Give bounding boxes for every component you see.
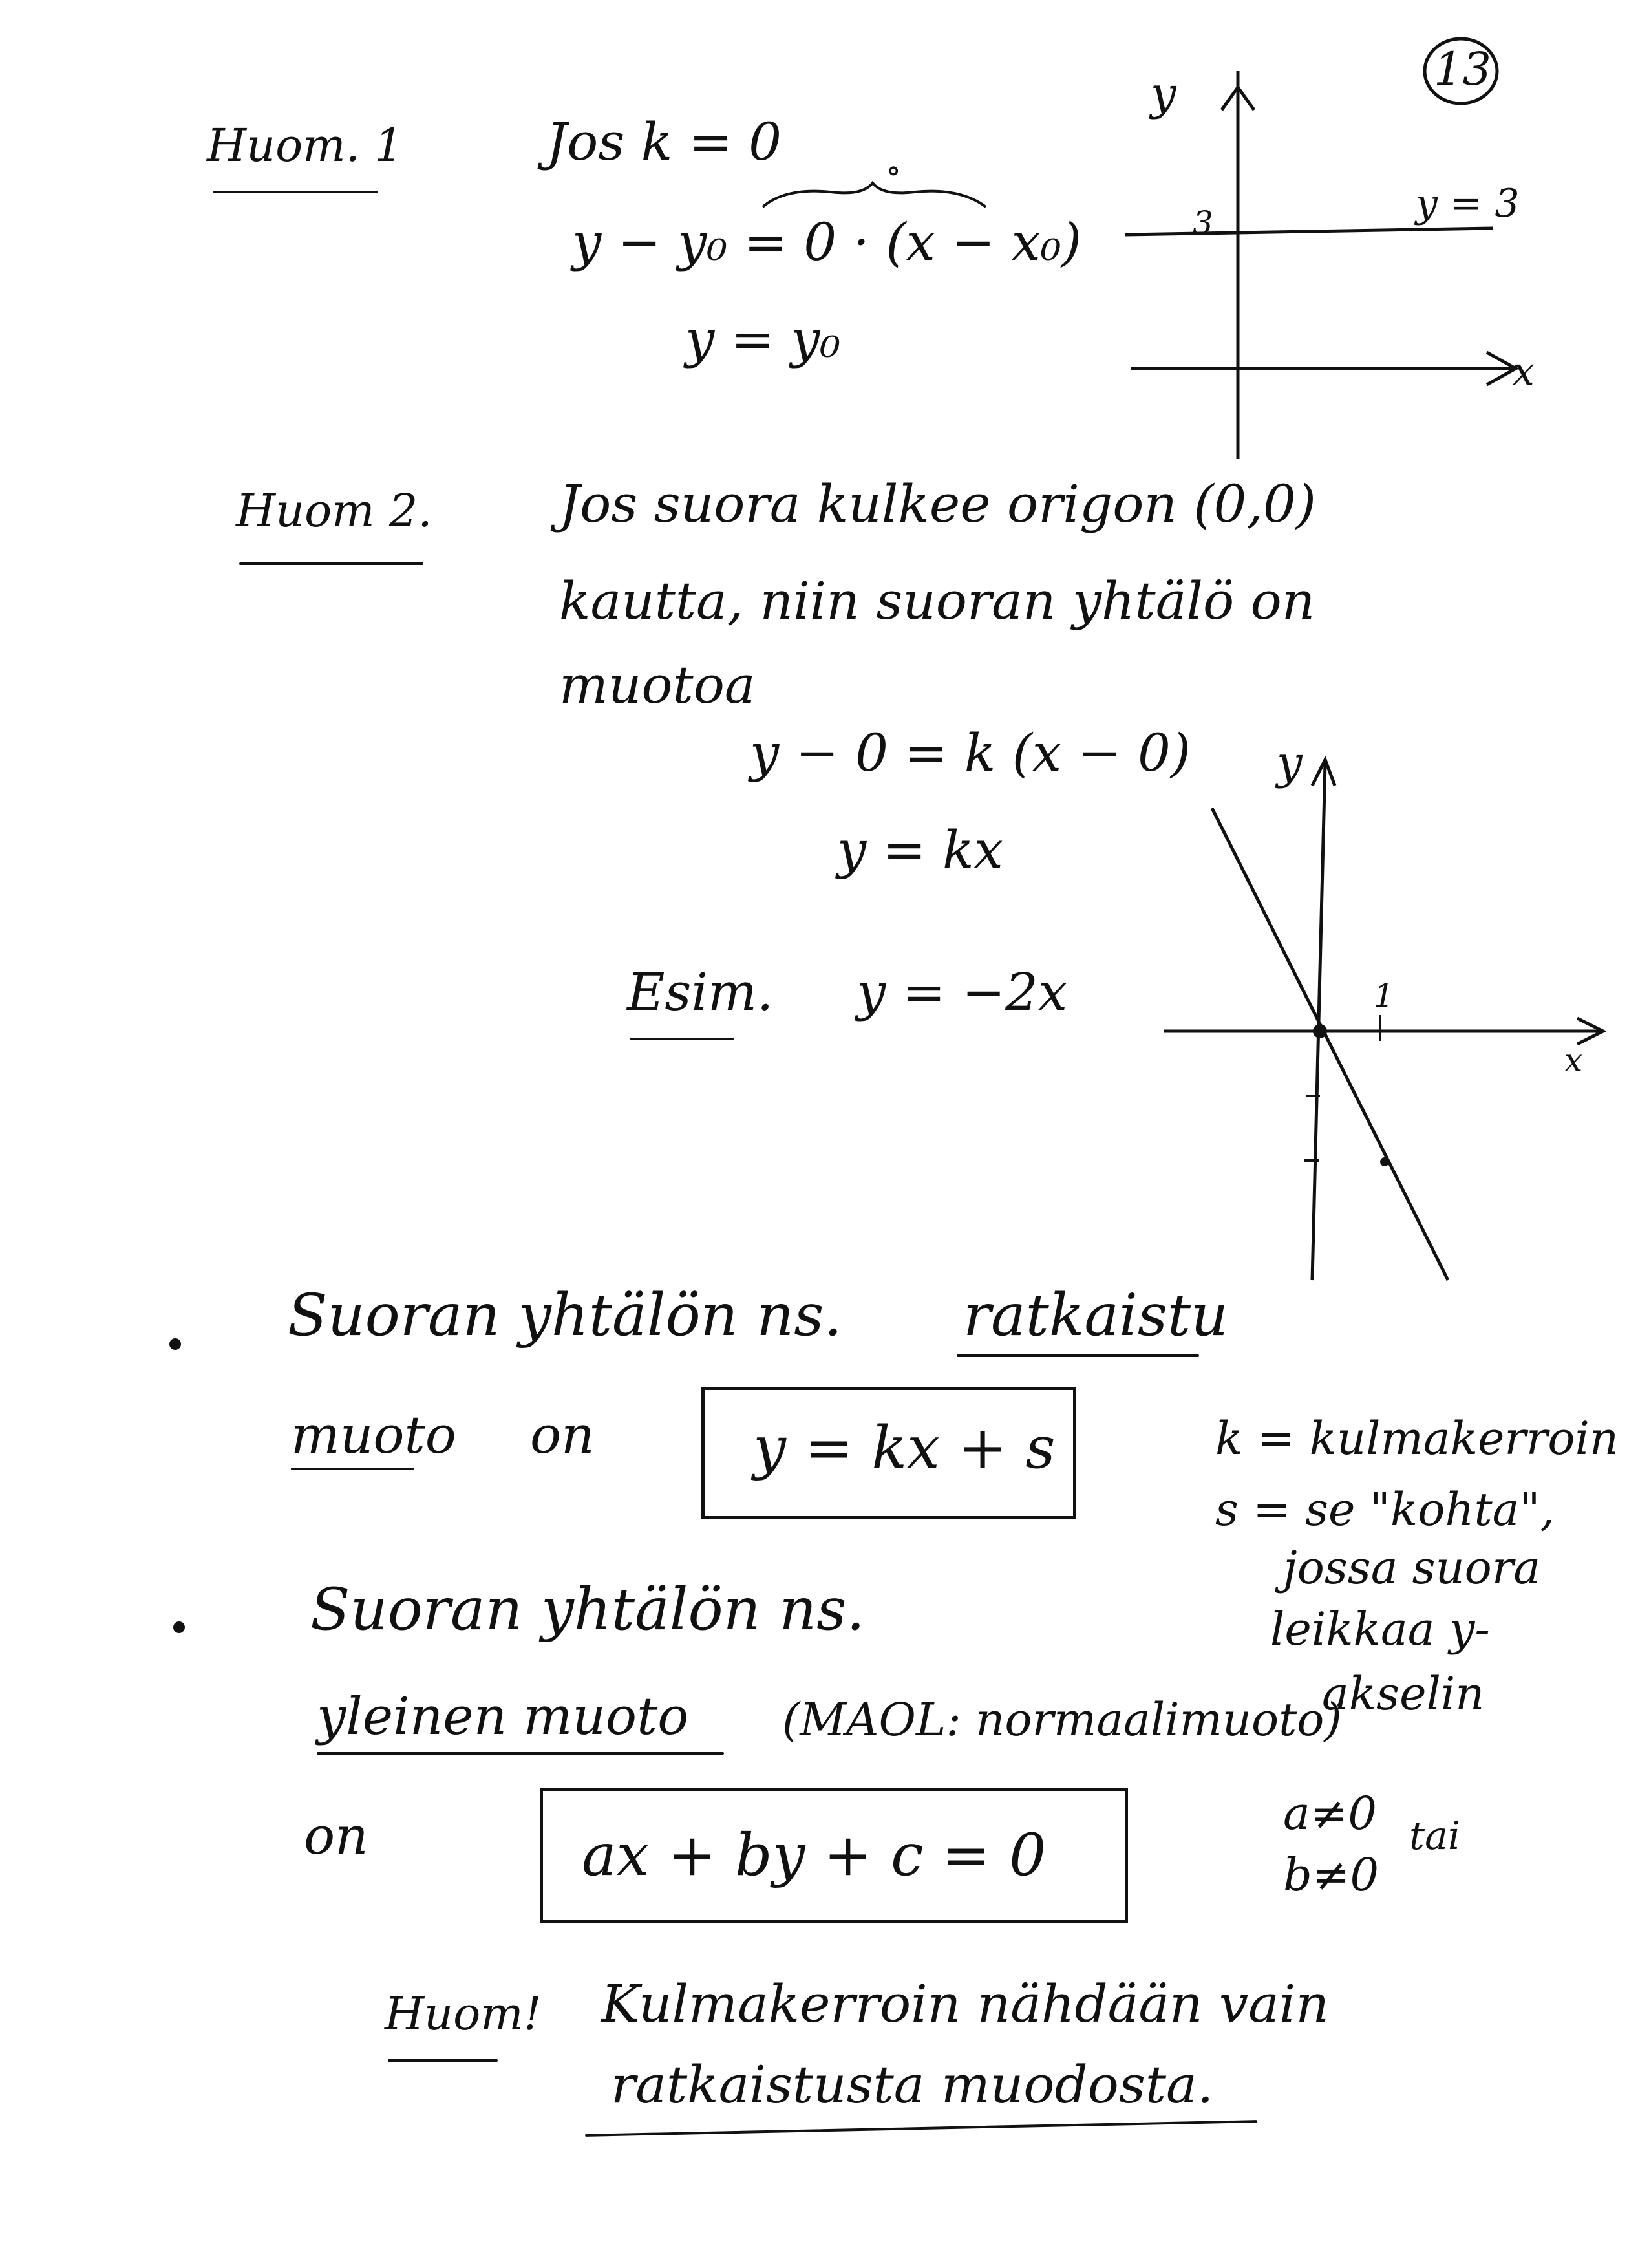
yleinen-muoto-underline <box>317 1752 724 1755</box>
bullet1-on: on <box>530 1405 595 1465</box>
huom2-line2: kautta, niin suoran yhtälö on <box>559 571 1315 631</box>
side-note-s2: jossa suora <box>1283 1541 1541 1594</box>
huom1-eq2: y = y₀ <box>685 309 841 369</box>
bullet1-ratkaistu: ratkaistu <box>963 1281 1229 1349</box>
graph2-point <box>1380 1157 1389 1166</box>
huom2-underline <box>239 562 423 565</box>
example-equation: y = −2x <box>856 962 1068 1022</box>
huom2-line3: muotoa <box>559 655 756 715</box>
huom3-underline <box>388 2059 498 2062</box>
boxed-eq-ratkaistu-text: y = kx + s <box>753 1414 1056 1482</box>
footer-underline <box>585 2120 1257 2137</box>
huom2-eq2: y = kx <box>837 820 1003 880</box>
condition-or: tai <box>1409 1813 1461 1859</box>
footer-line2: ratkaistusta muodosta. <box>611 2055 1214 2115</box>
page-number: 13 <box>1434 43 1492 96</box>
small-circle-mark: ∘ <box>886 151 902 189</box>
huom1-label: Huom. 1 <box>207 119 403 172</box>
side-note-s4: akselin <box>1322 1667 1485 1720</box>
graph2-line <box>1212 808 1448 1280</box>
ratkaistu-underline <box>957 1354 1199 1357</box>
condition-b: b≠0 <box>1283 1848 1379 1901</box>
graph2-axes <box>1151 744 1616 1306</box>
graph2-x-label: x <box>1564 1042 1583 1079</box>
example-label: Esim. <box>627 962 774 1022</box>
footer-line1: Kulmakerroin nähdään vain <box>601 1974 1329 2034</box>
graph2-tick-label: 1 <box>1374 977 1394 1014</box>
muoto-underline <box>291 1468 414 1470</box>
graph2-y-label: y <box>1277 736 1303 789</box>
boxed-eq-yleinen-text: ax + by + c = 0 <box>582 1821 1047 1889</box>
example-underline <box>630 1038 734 1040</box>
side-note-s3: leikkaa y- <box>1270 1603 1490 1656</box>
bullet1-line1: Suoran yhtälön ns. <box>288 1281 842 1349</box>
bullet-1 <box>169 1338 181 1350</box>
side-note-k: k = kulmakerroin <box>1215 1412 1619 1465</box>
huom1-underline <box>213 191 378 193</box>
graph1-y-label: y <box>1151 67 1176 120</box>
huom1-eq1: y − y₀ = 0 · (x − x₀) <box>572 212 1082 272</box>
overbrace <box>760 178 992 217</box>
huom2-eq1: y − 0 = k (x − 0) <box>750 723 1191 783</box>
bullet2-maol: (MAOL: normaalimuoto) <box>782 1693 1342 1746</box>
side-note-s1: s = se "kohta", <box>1215 1483 1555 1536</box>
huom3-label: Huom! <box>385 1987 542 2040</box>
huom1-condition: Jos k = 0 <box>546 112 782 172</box>
bullet1-muoto: muoto <box>291 1405 456 1465</box>
graph1-tick-label: 3 <box>1193 204 1213 242</box>
bullet2-on: on <box>304 1806 368 1866</box>
huom2-label: Huom 2. <box>236 484 432 537</box>
huom2-line1: Jos suora kulkee origon (0,0) <box>559 474 1316 534</box>
graph1-x-label: x <box>1513 349 1535 394</box>
bullet2-line1: Suoran yhtälön ns. <box>310 1576 865 1643</box>
bullet-2 <box>173 1621 185 1633</box>
bullet2-yleinen-muoto: yleinen muoto <box>317 1686 689 1746</box>
graph2-origin-point <box>1313 1024 1327 1038</box>
condition-a: a≠0 <box>1283 1787 1377 1840</box>
graph1-line-label: y = 3 <box>1416 181 1520 226</box>
